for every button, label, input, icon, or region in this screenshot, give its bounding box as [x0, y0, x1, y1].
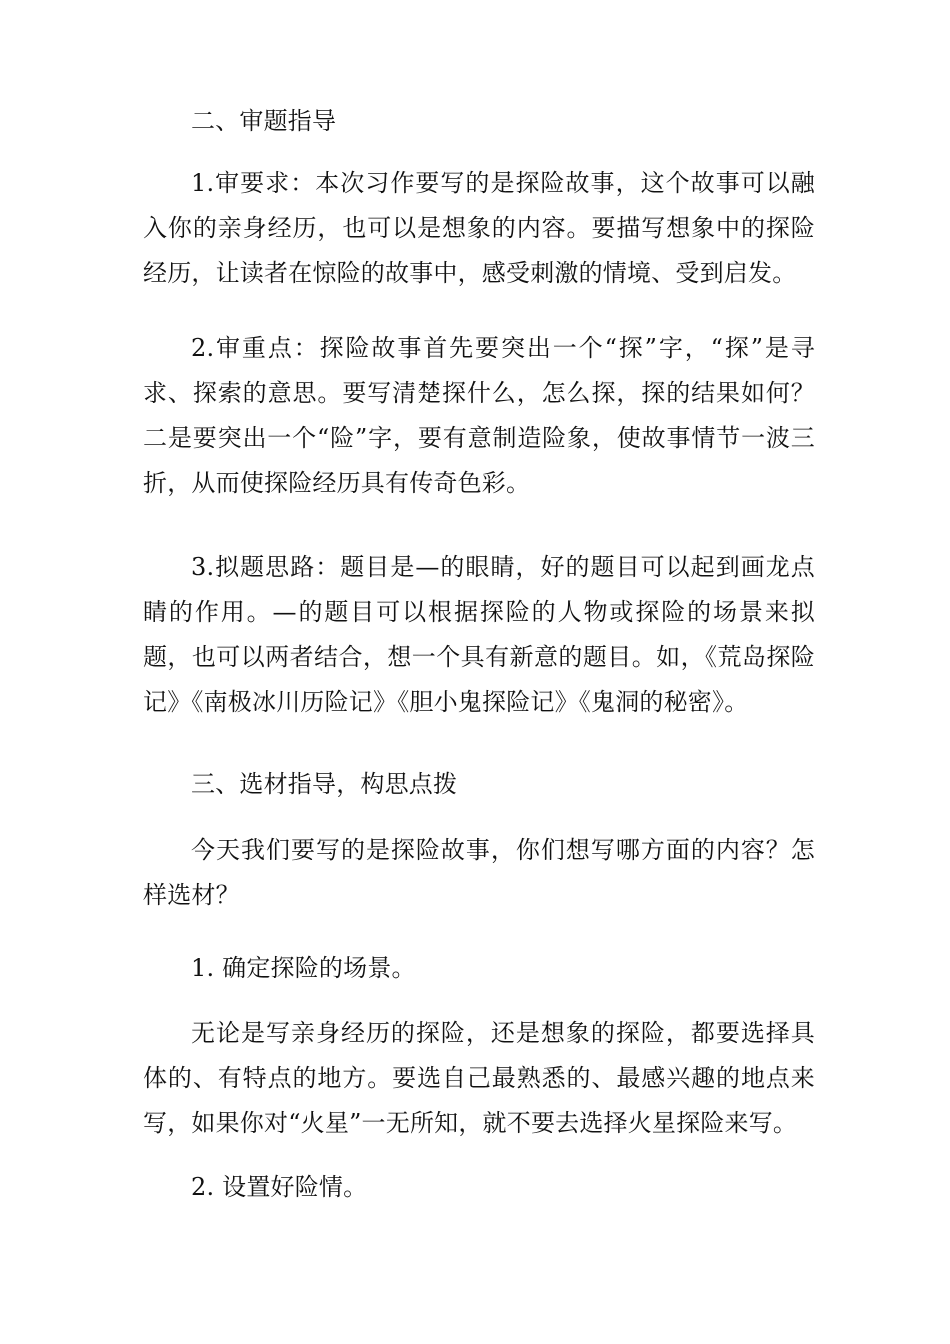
paragraph-scene-detail: 无论是写亲身经历的探险，还是想象的探险，都要选择具体的、有特点的地方。要选自己最熟悉的、最感兴趣的地点来写，如果你对“火星”一无所知，就不要去选择火星探险来写。	[143, 1019, 815, 1137]
paragraph-key-points: 2.审重点：探险故事首先要突出一个“探”字，“探”是寻求、探索的意思。要写清楚探什么，怎么探，探的结果如何？二是要突出一个“险”字，要有意制造险象，使故事情节一波三折，从而使探险经历具有传奇色彩。	[143, 334, 815, 497]
paragraph-intro-question: 今天我们要写的是探险故事，你们想写哪方面的内容？怎样选材？	[143, 836, 815, 909]
paragraph-title-ideas: 3.拟题思路：题目是—的眼睛，好的题目可以起到画龙点睛的作用。—的题目可以根据探险的人物或探险的场景来拟题，也可以两者结合，想一个具有新意的题目。如，《荒岛探险记》《南极冰川历险记》《胆小鬼探险记》《鬼洞的秘密》。	[143, 553, 815, 716]
list-item-scene: 1. 确定探险的场景。	[191, 954, 416, 982]
section-heading-material: 三、选材指导，构思点拨	[191, 770, 458, 798]
list-item-danger: 2. 设置好险情。	[191, 1173, 368, 1201]
section-heading-review: 二、审题指导	[191, 107, 337, 135]
paragraph-requirements: 1.审要求：本次习作要写的是探险故事，这个故事可以融入你的亲身经历，也可以是想象的内容。要描写想象中的探险经历，让读者在惊险的故事中，感受刺激的情境、受到启发。	[143, 169, 815, 287]
